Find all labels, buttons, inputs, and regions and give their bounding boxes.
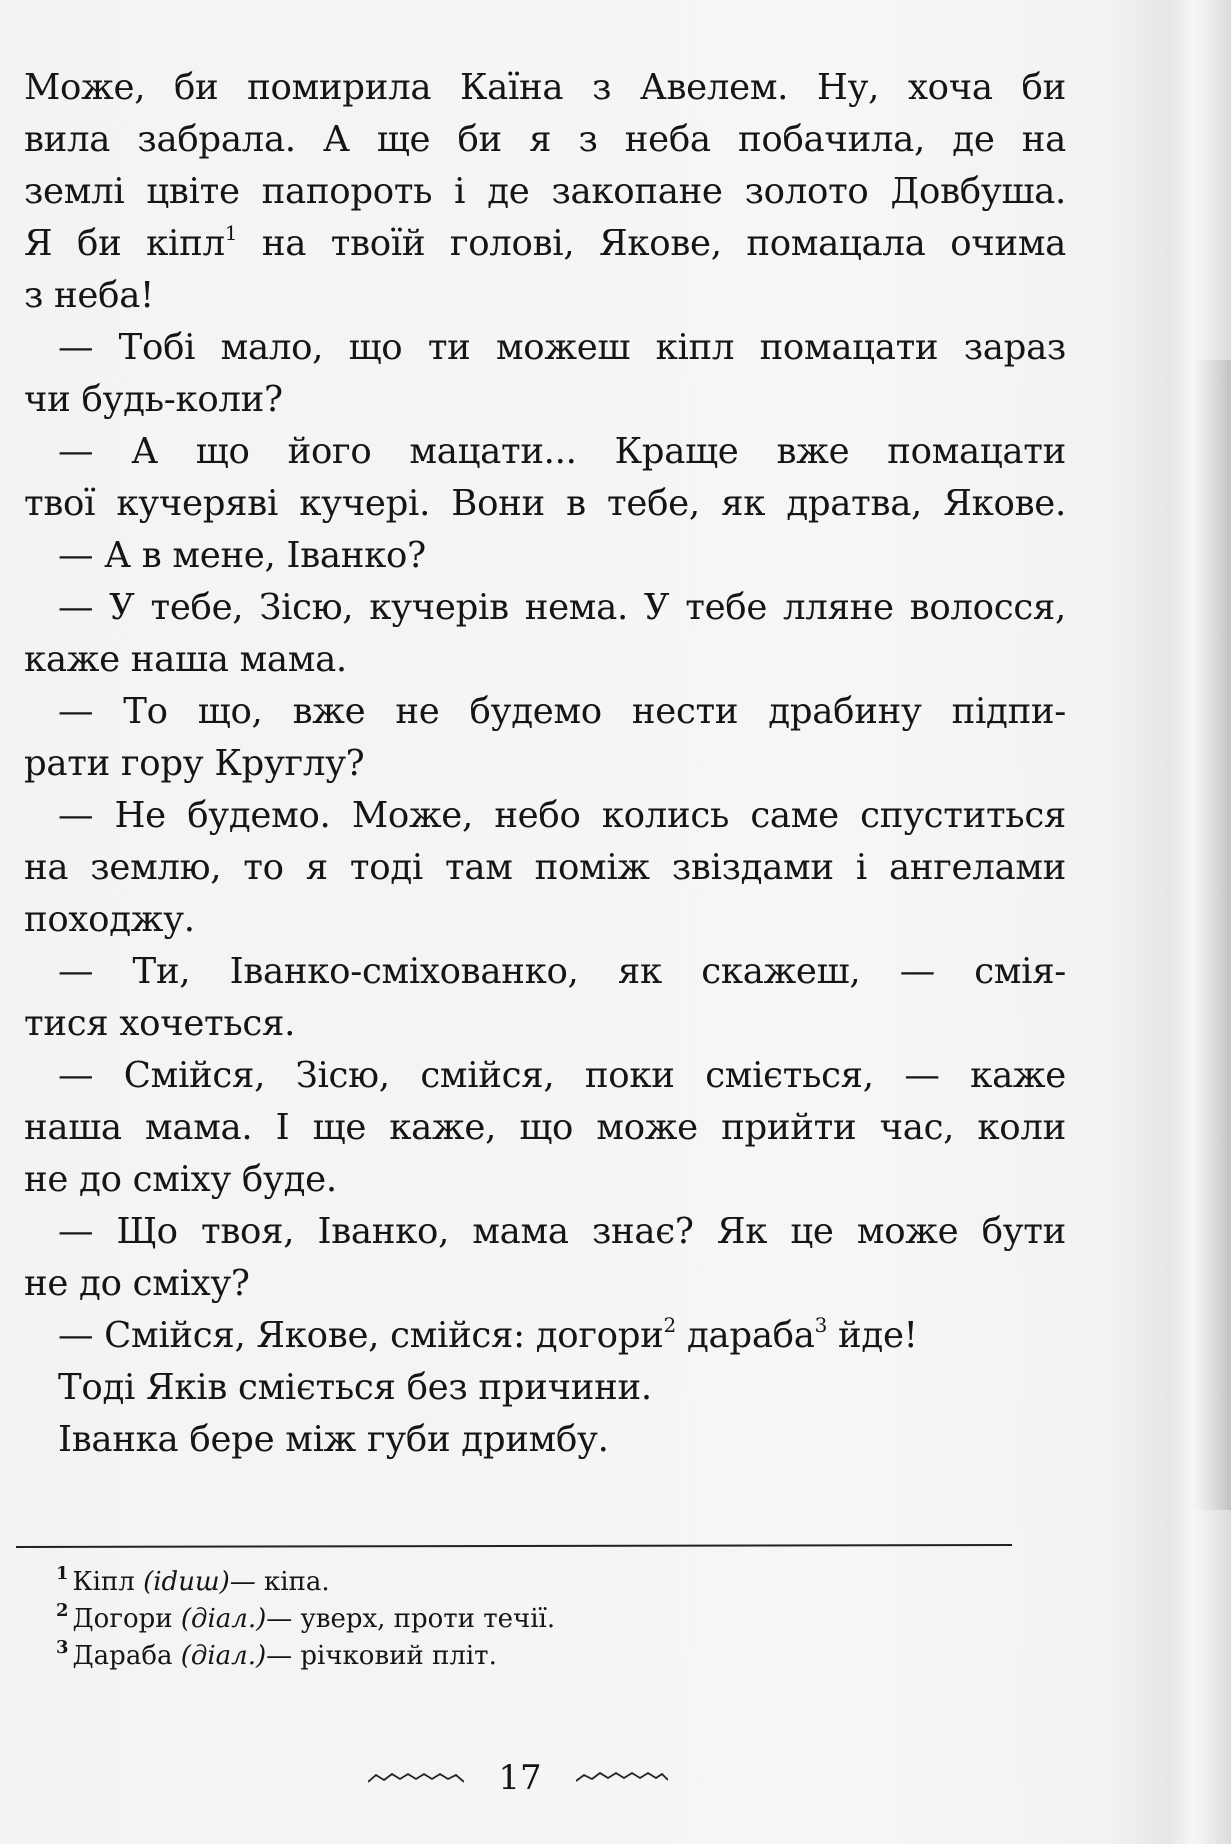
dialogue-line: — Смійся, Зісю, смійся, поки сміється, — каже: [58, 1055, 1066, 1096]
dialogue-line: [24, 1310, 1066, 1362]
footnote-2: [56, 1602, 555, 1639]
dialogue-line: — У тебе, Зісю, кучерів нема. У тебе лляне волосся,: [58, 587, 1066, 628]
page-edge-shadow: [1191, 360, 1231, 1510]
dialogue-line: — А що його мацати... Краще вже помацати: [58, 431, 1066, 472]
text-line: наша мама. І ще каже, що може прийти час, коли: [24, 1107, 1066, 1148]
narration-line: Іванка бере між губи дримбу.: [58, 1419, 609, 1460]
dialogue-line: — Ти, Іванко-сміхованко, як скажеш, — смія-: [58, 951, 1066, 992]
footnote-term: Догори: [72, 1604, 173, 1634]
footnote-label: (діал.): [180, 1641, 267, 1671]
footnote-1: [56, 1565, 555, 1602]
footnote-number: 3: [56, 1637, 69, 1658]
text-line: на землю, то я тоді там поміж звіздами і ангелами: [24, 847, 1066, 888]
text-line: не до сміху буде.: [24, 1159, 337, 1200]
page-footer: [368, 1758, 668, 1798]
footnote-ref: 2: [663, 1313, 676, 1337]
footnote-term: Кіпл: [72, 1567, 135, 1597]
dialogue-line: — То що, вже не будемо нести драбину підпи-: [58, 691, 1066, 732]
footnote-3: [56, 1639, 555, 1676]
footnote-ref: 1: [224, 221, 238, 245]
body-text: [24, 62, 1066, 1466]
text-line: каже наша мама.: [24, 639, 347, 680]
text-run: на твоїй голові, Якове, помацала очима: [237, 223, 1066, 264]
text-line: чи будь-коли?: [24, 379, 283, 420]
footnote-divider: [16, 1544, 1012, 1548]
footnote-term: Дараба: [72, 1641, 173, 1671]
text-line: землі цвіте папороть і де закопане золото Довбуша.: [24, 171, 1066, 212]
text-run: Я би кіпл: [24, 223, 225, 264]
text-line: [24, 218, 1066, 270]
text-line: не до сміху?: [24, 1263, 250, 1304]
text-run: йде!: [827, 1315, 918, 1356]
text-run: дараба: [675, 1315, 815, 1356]
footnote-definition: — кіпа.: [229, 1567, 330, 1597]
wave-ornament-right-icon: [576, 1770, 668, 1786]
text-line: вила забрала. А ще би я з неба побачила, де на: [24, 119, 1066, 160]
text-line: Може, би помирила Каїна з Авелем. Ну, хоча би: [24, 67, 1066, 108]
dialogue-line: — Що твоя, Іванко, мама знає? Як це може бути: [58, 1211, 1066, 1252]
text-line: походжу.: [24, 899, 195, 940]
text-line: рати гору Круглу?: [24, 743, 365, 784]
text-run: — Смійся, Якове, смійся: догори: [58, 1315, 664, 1356]
footnote-ref: 3: [814, 1313, 828, 1337]
footnote-number: 2: [56, 1600, 69, 1621]
text-line: з неба!: [24, 275, 155, 316]
dialogue-line: — А в мене, Іванко?: [58, 535, 426, 576]
page-number: 17: [498, 1758, 542, 1798]
footnote-definition: — річковий пліт.: [266, 1641, 497, 1671]
wave-ornament-left-icon: [368, 1770, 464, 1786]
footnote-definition: — уверх, проти течії.: [266, 1604, 556, 1634]
footnote-number: 1: [56, 1563, 69, 1584]
dialogue-line: — Тобі мало, що ти можеш кіпл помацати зараз: [58, 327, 1066, 368]
footnote-label: (idиш): [143, 1567, 230, 1597]
footnote-label: (діал.): [180, 1604, 267, 1634]
dialogue-line: — Не будемо. Може, небо колись саме спуститься: [58, 795, 1066, 836]
footnotes: [56, 1565, 555, 1676]
narration-line: Тоді Яків сміється без причини.: [58, 1367, 652, 1408]
text-line: тися хочеться.: [24, 1003, 296, 1044]
text-line: твої кучеряві кучері. Вони в тебе, як дратва, Якове.: [24, 483, 1066, 524]
